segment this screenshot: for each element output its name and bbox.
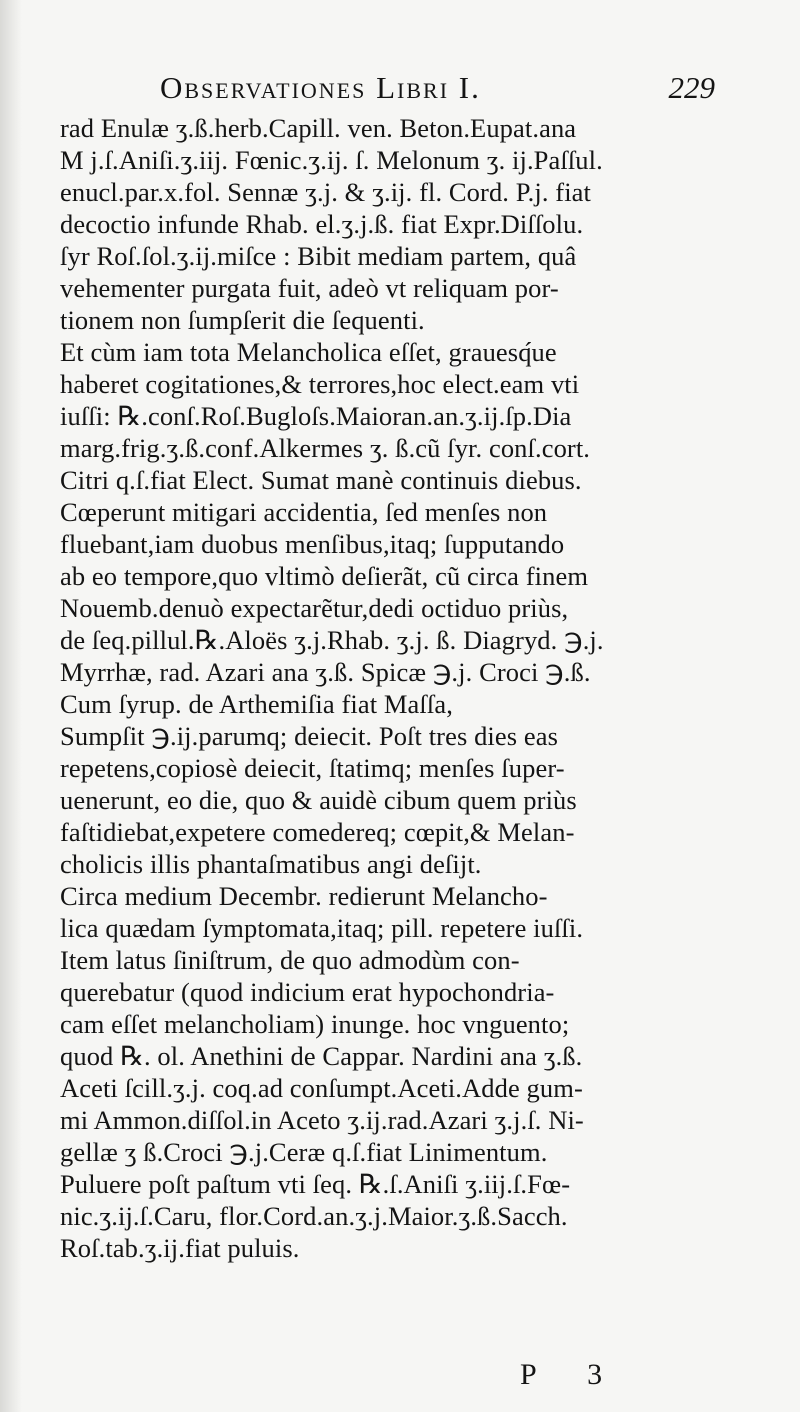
text-line: Item latus ſiniſtrum, de quo admodùm con- [60, 945, 520, 975]
text-line: querebatur (quod indicium erat hypochondria- [60, 977, 555, 1007]
text-line: M j.ſ.Aniſi.ʒ.iij. Fœnic.ʒ.ij. ſ. Melonum ʒ. ij.Paſſul. [60, 145, 603, 175]
text-line: Cum ſyrup. de Arthemiſia fiat Maſſa, [60, 689, 453, 719]
text-line: tionem non ſumpſerit die ſequenti. [60, 305, 425, 335]
text-line: decoctio infunde Rhab. el.ʒ.j.ß. fiat Expr.Diſſolu. [60, 209, 584, 239]
text-line: cholicis illis phantaſmatibus angi deſijt. [60, 849, 482, 879]
text-line: Roſ.tab.ʒ.ij.fiat puluis. [60, 1233, 300, 1263]
page-number: 229 [668, 70, 715, 105]
text-line: Sumpſit ℈.ij.parumq; deiecit. Poſt tres dies eas [60, 721, 559, 751]
text-line: Puluere poſt paſtum vti ſeq. ℞.ſ.Aniſi ʒ.iij.ſ.Fœ- [60, 1169, 571, 1199]
text-line: quod ℞. ol. Anethini de Cappar. Nardini ana ʒ.ß. [60, 1041, 583, 1071]
text-line: faſtidiebat,expetere comedereq; cœpit,& Melan- [60, 817, 575, 847]
page-footer [520, 1358, 625, 1394]
text-line: cam eſſet melancholiam) inunge. hoc vnguento; [60, 1009, 570, 1039]
text-line: rad Enulæ ʒ.ß.herb.Capill. ven. Beton.Eupat.ana [60, 113, 577, 143]
text-line: de ſeq.pillul.℞.Aloës ʒ.j.Rhab. ʒ.j. ß. Diagryd. ℈.j. [60, 625, 604, 655]
text-line: iuſſi: ℞.conſ.Roſ.Bugloſs.Maioran.an.ʒ.ij.ſp.Dia [60, 401, 572, 431]
text-line: Cœperunt mitigari accidentia, ſed menſes non [60, 497, 548, 527]
text-line: Citri q.ſ.fiat Elect. Sumat manè continuis diebus. [60, 465, 582, 495]
text-line: enucl.par.x.fol. Sennæ ʒ.j. & ʒ.ij. fl. Cord. P.j. fiat [60, 177, 592, 207]
text-line: nic.ʒ.ij.ſ.Caru, flor.Cord.an.ʒ.j.Maior.ʒ.ß.Sacch. [60, 1201, 568, 1231]
text-line: Nouemb.denuò expectarẽtur,dedi octiduo priùs, [60, 593, 569, 623]
text-line: Circa medium Decembr. redierunt Melancho- [60, 881, 548, 911]
text-line: vehementer purgata fuit, adeò vt reliquam por- [60, 273, 559, 303]
body-text [60, 112, 710, 1264]
text-line: ab eo tempore,quo vltimò deſierãt, cũ circa finem [60, 561, 589, 591]
text-line: Aceti ſcill.ʒ.j. coq.ad conſumpt.Aceti.Adde gum- [60, 1073, 583, 1103]
text-line: Myrrhæ, rad. Azari ana ʒ.ß. Spicæ ℈.j. Croci ℈.ß. [60, 657, 591, 687]
signature-mark: P 3 [520, 1358, 625, 1391]
running-title: Observationes Libri I. [160, 70, 481, 105]
page-header [150, 64, 715, 110]
text-line: fluebant,iam duobus menſibus,itaq; ſupputando [60, 529, 565, 559]
text-line: ſyr Roſ.ſol.ʒ.ij.miſce : Bibit mediam partem, quâ [60, 241, 577, 271]
text-line: mi Ammon.diſſol.in Aceto ʒ.ij.rad.Azari ʒ.j.ſ. Ni- [60, 1105, 584, 1135]
text-line: lica quædam ſymptomata,itaq; pill. repetere iuſſi. [60, 913, 584, 943]
text-line: gellæ ʒ ß.Croci ℈.j.Ceræ q.ſ.fiat Linimentum. [60, 1137, 548, 1167]
text-line: uenerunt, eo die, quo & auidè cibum quem priùs [60, 785, 577, 815]
text-line: repetens,copiosè deiecit, ſtatimq; menſes ſuper- [60, 753, 565, 783]
text-line: haberet cogitationes,& terrores,hoc elect.eam vti [60, 369, 580, 399]
text-line: Et cùm iam tota Melancholica eſſet, grauesq́ue [60, 337, 557, 367]
text-line: marg.frig.ʒ.ß.conf.Alkermes ʒ. ß.cũ ſyr. conſ.cort. [60, 433, 591, 463]
